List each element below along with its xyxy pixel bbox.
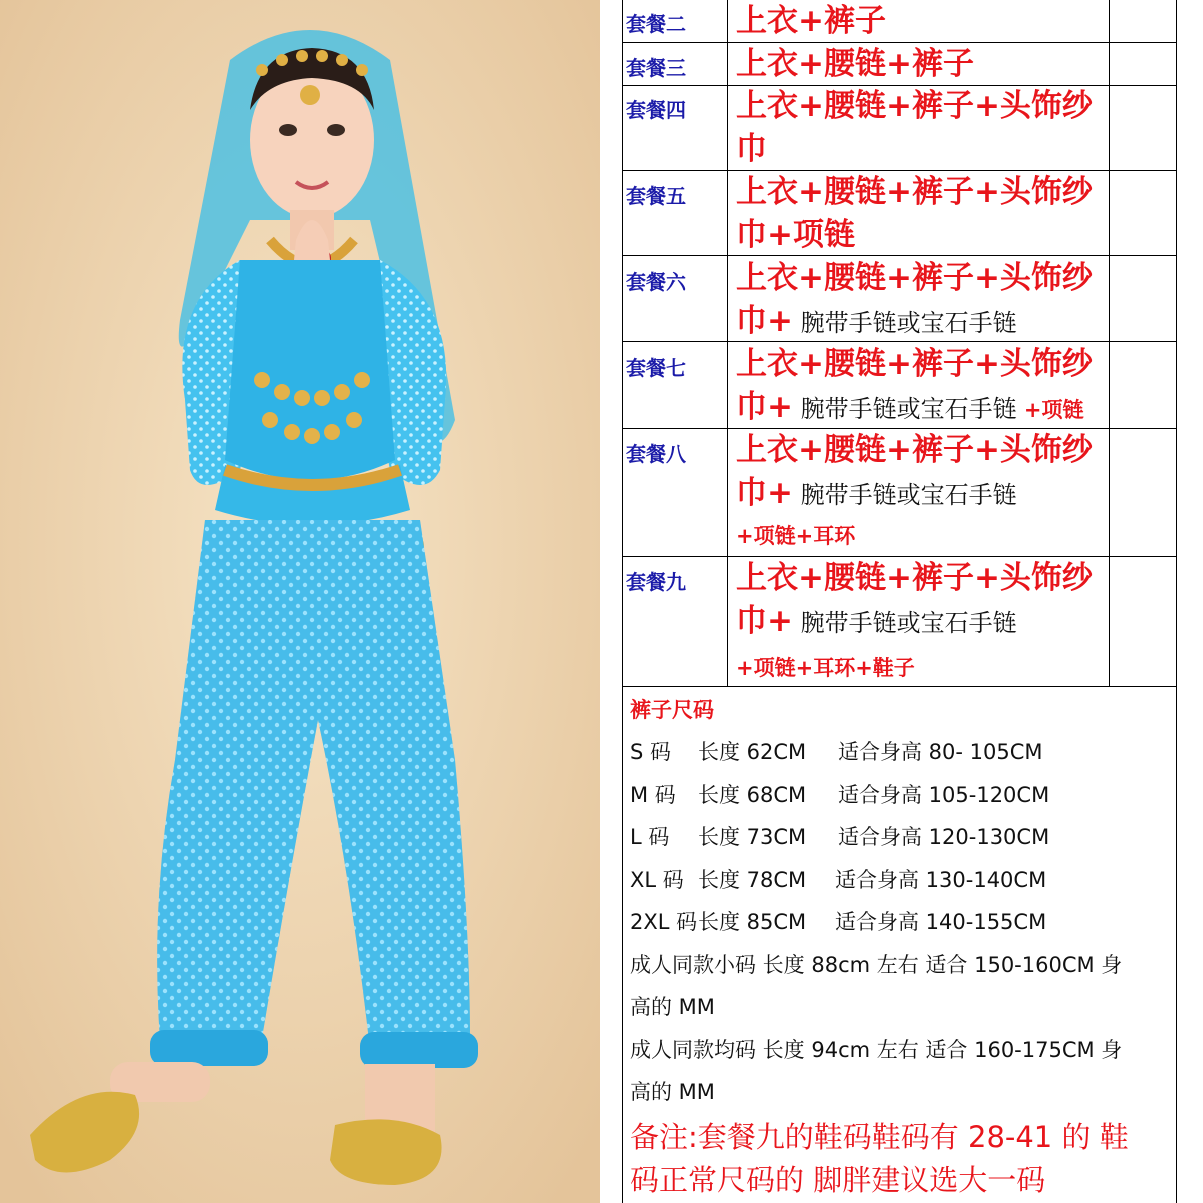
size-length: 长度 68CM <box>698 783 807 807</box>
package-items <box>736 85 1108 171</box>
note-line: 码正常尺码的 脚胖建议选大一码 <box>630 1163 1046 1197</box>
package-items-line <box>736 472 1108 517</box>
package-items <box>736 343 1116 432</box>
package-items <box>736 0 1108 43</box>
package-items-black: 腕带手链或宝石手链 <box>792 609 1017 637</box>
size-label: XL 码 <box>630 868 684 892</box>
product-photo <box>0 0 600 1203</box>
adult-size-line: 成人同款小码 长度 88cm 左右 适合 150-160CM 身 <box>630 953 1123 977</box>
size-label: L 码 <box>630 825 670 849</box>
package-items-black: 腕带手链或宝石手链 <box>792 481 1017 509</box>
size-fit: 适合身高 120-130CM <box>838 825 1050 849</box>
package-items <box>736 43 1108 86</box>
package-items-line: 上衣+腰链+裤子+头饰纱 <box>736 260 1093 296</box>
row-divider <box>622 686 1177 687</box>
size-fit: 适合身高 140-155CM <box>835 910 1047 934</box>
package-name: 套餐二 <box>626 12 686 36</box>
package-name: 套餐六 <box>626 270 686 294</box>
size-fit: 适合身高 105-120CM <box>838 783 1050 807</box>
size-fit: 适合身高 80- 105CM <box>838 740 1043 764</box>
package-items-line <box>736 600 1108 645</box>
shoe-size-note <box>630 1116 1190 1202</box>
package-items-extra: +项链+耳环 <box>736 524 856 548</box>
size-label: M 码 <box>630 783 676 807</box>
package-items-line <box>736 300 1108 345</box>
size-fit: 适合身高 130-140CM <box>835 868 1047 892</box>
package-items-black: 腕带手链或宝石手链 <box>792 309 1017 337</box>
package-items-red: 巾+ <box>736 475 793 511</box>
size-length: 长度 85CM <box>698 910 807 934</box>
package-items <box>736 171 1108 257</box>
package-items-line: 巾+项链 <box>736 217 855 253</box>
size-label: S 码 <box>630 740 672 764</box>
package-items <box>736 557 1108 645</box>
package-name: 套餐三 <box>626 56 686 80</box>
package-items-line: 上衣+腰链+裤子+头饰纱 <box>736 88 1093 124</box>
package-items-red: 巾+ <box>736 389 793 425</box>
size-length: 长度 73CM <box>698 825 807 849</box>
size-chart-title: 裤子尺码 <box>630 698 714 722</box>
package-items-line: 上衣+腰链+裤子+头饰纱 <box>736 346 1093 382</box>
package-items-extra: +项链+耳环+鞋子 <box>736 656 915 680</box>
size-label: 2XL 码 <box>630 910 698 934</box>
package-items <box>736 257 1108 345</box>
adult-size-line: 高的 MM <box>630 1080 715 1104</box>
adult-size-line: 成人同款均码 长度 94cm 左右 适合 160-175CM 身 <box>630 1038 1123 1062</box>
package-items-line: 上衣+裤子 <box>736 3 886 39</box>
package-items-line: 上衣+腰链+裤子+头饰纱 <box>736 560 1093 596</box>
size-length: 长度 78CM <box>698 868 807 892</box>
package-name: 套餐八 <box>626 442 686 466</box>
package-items <box>736 429 1108 517</box>
package-items-black: 腕带手链或宝石手链 <box>792 395 1017 423</box>
table-border-right <box>1176 0 1177 1203</box>
table-column-divider <box>727 0 728 686</box>
note-line: 备注:套餐九的鞋码鞋码有 28-41 的 鞋 <box>630 1120 1129 1154</box>
package-name: 套餐四 <box>626 98 686 122</box>
adult-size-line: 高的 MM <box>630 995 715 1019</box>
package-items-line: 上衣+腰链+裤子+头饰纱 <box>736 432 1093 468</box>
package-name: 套餐九 <box>626 570 686 594</box>
package-items-line: 巾 <box>736 131 767 167</box>
package-items-red: 巾+ <box>736 303 793 339</box>
package-name: 套餐七 <box>626 356 686 380</box>
package-items-line <box>736 386 1116 432</box>
costume-illustration <box>0 0 600 1203</box>
package-items-line: 上衣+腰链+裤子+头饰纱 <box>736 174 1093 210</box>
size-length: 长度 62CM <box>698 740 807 764</box>
package-items-red: 巾+ <box>736 603 793 639</box>
package-items-red-tail: +项链 <box>1016 398 1084 422</box>
package-items-line: 上衣+腰链+裤子 <box>736 46 974 82</box>
table-border-left <box>622 0 623 1203</box>
package-name: 套餐五 <box>626 184 686 208</box>
